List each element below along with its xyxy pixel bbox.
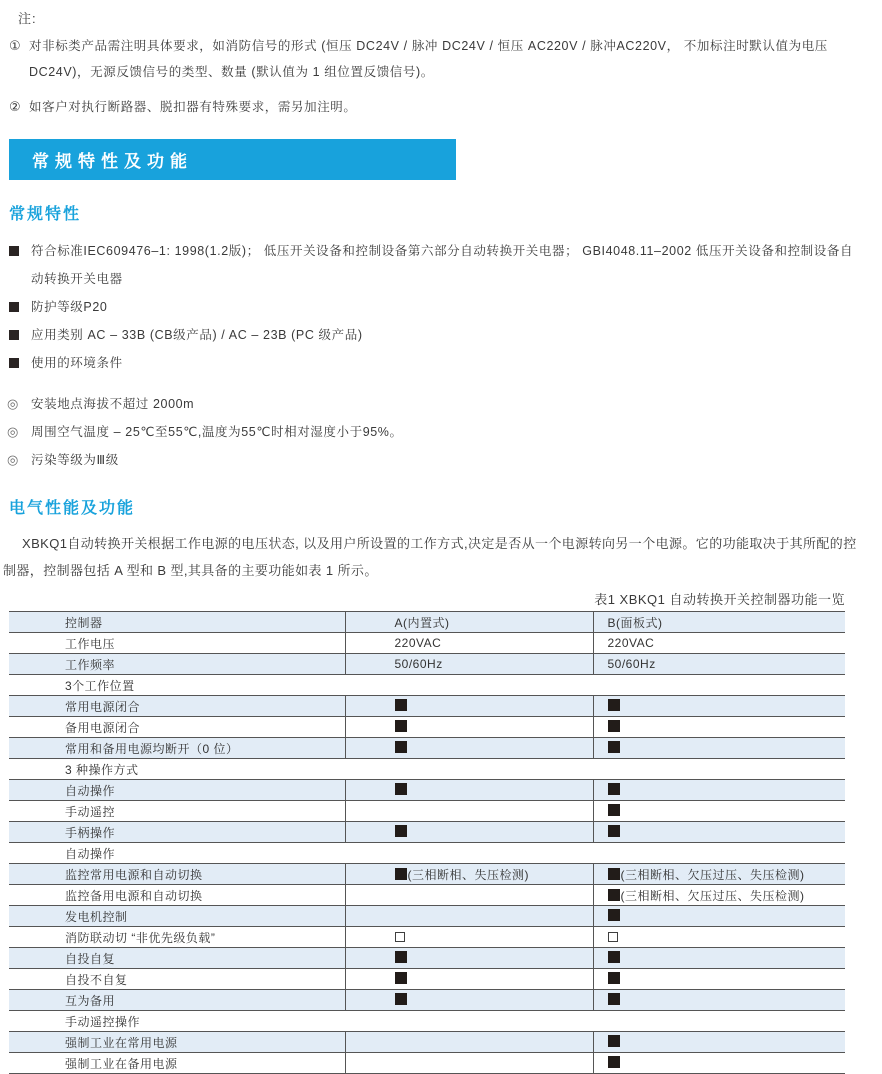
bullet-text: 防护等级P20 xyxy=(31,300,108,314)
cell-controller-a xyxy=(345,738,593,759)
checked-mark-icon xyxy=(395,783,407,795)
notes-section xyxy=(0,0,882,120)
table-row xyxy=(9,927,845,948)
table-row xyxy=(9,990,845,1011)
bullet-text: 应用类别 AC – 33B (CB级产品) / AC – 23B (PC 级产品) xyxy=(31,328,363,342)
cell-controller-a xyxy=(345,864,593,885)
cell-controller-a xyxy=(345,948,593,969)
cell-controller-a xyxy=(345,801,593,822)
table-row xyxy=(9,654,845,675)
row-label: 发电机控制 xyxy=(9,906,345,927)
cell-controller-b xyxy=(593,1053,845,1074)
row-label: 互为备用 xyxy=(9,990,345,1011)
note-number-marker: ① xyxy=(9,38,22,53)
table-row xyxy=(9,738,845,759)
row-label: 自投自复 xyxy=(9,948,345,969)
checked-mark-icon xyxy=(395,699,407,711)
row-label: 常用和备用电源均断开（0 位） xyxy=(9,738,345,759)
checked-mark-icon xyxy=(608,825,620,837)
table-row xyxy=(9,822,845,843)
cell-controller-a: A(内置式) xyxy=(345,612,593,633)
cell-controller-b xyxy=(593,864,845,885)
row-label: 消防联动切 “非优先级负载” xyxy=(9,927,345,948)
row-label: 控制器 xyxy=(9,612,345,633)
notes-title: 注: xyxy=(18,11,37,26)
list-item xyxy=(9,321,854,349)
row-label: 备用电源闭合 xyxy=(9,717,345,738)
note-text: 如客户对执行断路器、脱扣器有特殊要求，需另加注明。 xyxy=(29,100,357,114)
notes-list xyxy=(0,33,882,120)
section-label: 自动操作 xyxy=(9,843,845,864)
unchecked-mark-icon xyxy=(395,932,405,942)
function-table-body xyxy=(9,612,845,1074)
table-row xyxy=(9,612,845,633)
table-section-row xyxy=(9,675,845,696)
checked-mark-icon xyxy=(608,868,620,880)
mark-note-text: (三相断相、欠压过压、失压检测) xyxy=(620,888,805,903)
mark-note-text: (三相断相、欠压过压、失压检测) xyxy=(620,867,805,882)
row-label: 常用电源闭合 xyxy=(9,696,345,717)
checked-mark-icon xyxy=(608,741,620,753)
bullet-text: 污染等级为Ⅲ级 xyxy=(31,453,119,467)
cell-controller-b xyxy=(593,1032,845,1053)
cell-controller-b xyxy=(593,822,845,843)
checked-mark-icon xyxy=(608,951,620,963)
general-features-heading: 常规特性 xyxy=(9,206,82,223)
circle-bullet-icon: ◎ xyxy=(7,396,19,411)
row-label: 强制工业在备用电源 xyxy=(9,1053,345,1074)
table-row xyxy=(9,1053,845,1074)
cell-controller-a xyxy=(345,1032,593,1053)
table-row xyxy=(9,696,845,717)
bullet-text: 使用的环境条件 xyxy=(31,356,123,370)
row-label: 监控常用电源和自动切换 xyxy=(9,864,345,885)
cell-controller-a xyxy=(345,822,593,843)
checked-mark-icon xyxy=(395,993,407,1005)
row-label: 手柄操作 xyxy=(9,822,345,843)
cell-controller-b xyxy=(593,717,845,738)
checked-mark-icon xyxy=(608,1035,620,1047)
cell-controller-b: 220VAC xyxy=(593,633,845,654)
list-item xyxy=(9,418,854,446)
electrical-heading: 电气性能及功能 xyxy=(9,500,136,517)
row-label: 监控备用电源和自动切换 xyxy=(9,885,345,906)
cell-controller-a xyxy=(345,990,593,1011)
table-row xyxy=(9,780,845,801)
cell-controller-b xyxy=(593,990,845,1011)
checked-mark-icon xyxy=(395,951,407,963)
section-label: 手动遥控操作 xyxy=(9,1011,845,1032)
table-section-row xyxy=(9,843,845,864)
row-label: 工作频率 xyxy=(9,654,345,675)
cell-controller-b: B(面板式) xyxy=(593,612,845,633)
square-bullet-icon xyxy=(9,246,19,256)
checked-mark-icon xyxy=(395,720,407,732)
list-item xyxy=(9,390,854,418)
list-item xyxy=(9,349,854,377)
square-bullet-icon xyxy=(9,330,19,340)
square-bullet-icon xyxy=(9,358,19,368)
list-item xyxy=(9,293,854,321)
table-row xyxy=(9,864,845,885)
square-bullet-list xyxy=(9,237,854,377)
table-row xyxy=(9,906,845,927)
checked-mark-icon xyxy=(608,909,620,921)
cell-controller-a: 220VAC xyxy=(345,633,593,654)
cell-controller-a xyxy=(345,1053,593,1074)
banner-title: 常规特性及功能 xyxy=(32,152,193,171)
checked-mark-icon xyxy=(608,720,620,732)
checked-mark-icon xyxy=(395,868,407,880)
section-label: 3 种操作方式 xyxy=(9,759,845,780)
row-label: 自动操作 xyxy=(9,780,345,801)
cell-controller-a: 50/60Hz xyxy=(345,654,593,675)
note-item xyxy=(9,33,868,85)
table-row xyxy=(9,948,845,969)
checked-mark-icon xyxy=(395,741,407,753)
circle-bullet-icon: ◎ xyxy=(7,424,19,439)
checked-mark-icon xyxy=(608,804,620,816)
mark-note-text: (三相断相、失压检测) xyxy=(407,867,529,882)
table-row xyxy=(9,717,845,738)
cell-controller-a xyxy=(345,906,593,927)
section-banner xyxy=(9,139,456,180)
checked-mark-icon xyxy=(608,699,620,711)
cell-controller-b xyxy=(593,885,845,906)
note-number-marker: ② xyxy=(9,99,22,114)
table-section-row xyxy=(9,1011,845,1032)
cell-controller-b xyxy=(593,801,845,822)
function-table xyxy=(9,611,845,1074)
cell-controller-b xyxy=(593,948,845,969)
table-row xyxy=(9,1032,845,1053)
table-row xyxy=(9,801,845,822)
row-label: 自投不自复 xyxy=(9,969,345,990)
checked-mark-icon xyxy=(608,783,620,795)
cell-controller-a xyxy=(345,927,593,948)
checked-mark-icon xyxy=(608,993,620,1005)
row-label: 强制工业在常用电源 xyxy=(9,1032,345,1053)
cell-controller-b xyxy=(593,738,845,759)
table-row xyxy=(9,969,845,990)
cell-controller-b: 50/60Hz xyxy=(593,654,845,675)
bullet-text: 周围空气温度 – 25℃至55℃,温度为55℃时相对湿度小于95%。 xyxy=(31,425,403,439)
note-item xyxy=(9,94,868,120)
cell-controller-b xyxy=(593,696,845,717)
table-section-row xyxy=(9,759,845,780)
cell-controller-b xyxy=(593,927,845,948)
checked-mark-icon xyxy=(395,972,407,984)
list-item xyxy=(9,446,854,474)
square-bullet-icon xyxy=(9,302,19,312)
bullet-text: 符合标准IEC609476–1: 1998(1.2版)； 低压开关设备和控制设备第六部分自动转换开关电器； GBI4048.11–2002 低压开关设备和控制设备自动转换开关电器 xyxy=(31,244,854,286)
cell-controller-b xyxy=(593,906,845,927)
electrical-paragraph: XBKQ1自动转换开关根据工作电源的电压状态, 以及用户所设置的工作方式,决定是否从一个电源转向另一个电源。它的功能取决于其所配的控制器，控制器包括 A 型和 B 型,其具备的主要功能如表 1 所示。 xyxy=(3,536,857,578)
cell-controller-a xyxy=(345,717,593,738)
table-caption: 表1 XBKQ1 自动转换开关控制器功能一览 xyxy=(594,592,845,607)
list-item xyxy=(9,237,854,293)
cell-controller-b xyxy=(593,969,845,990)
checked-mark-icon xyxy=(608,972,620,984)
row-label: 手动遥控 xyxy=(9,801,345,822)
circle-bullet-icon: ◎ xyxy=(7,452,19,467)
section-label: 3个工作位置 xyxy=(9,675,845,696)
bullet-text: 安装地点海拔不超过 2000m xyxy=(31,397,195,411)
row-label: 工作电压 xyxy=(9,633,345,654)
unchecked-mark-icon xyxy=(608,932,618,942)
table-row xyxy=(9,885,845,906)
checked-mark-icon xyxy=(395,825,407,837)
cell-controller-a xyxy=(345,780,593,801)
circle-bullet-list xyxy=(9,390,854,474)
cell-controller-a xyxy=(345,969,593,990)
checked-mark-icon xyxy=(608,1056,620,1068)
cell-controller-a xyxy=(345,885,593,906)
cell-controller-a xyxy=(345,696,593,717)
cell-controller-b xyxy=(593,780,845,801)
checked-mark-icon xyxy=(608,889,620,901)
note-text: 对非标类产品需注明具体要求，如消防信号的形式 (恒压 DC24V / 脉冲 DC24V / 恒压 AC220V / 脉冲AC220V， 不加标注时默认值为电压DC24V)，无源反馈信号的类型、数量 (默认值为 1 组位置反馈信号)。 xyxy=(29,39,828,79)
table-row xyxy=(9,633,845,654)
